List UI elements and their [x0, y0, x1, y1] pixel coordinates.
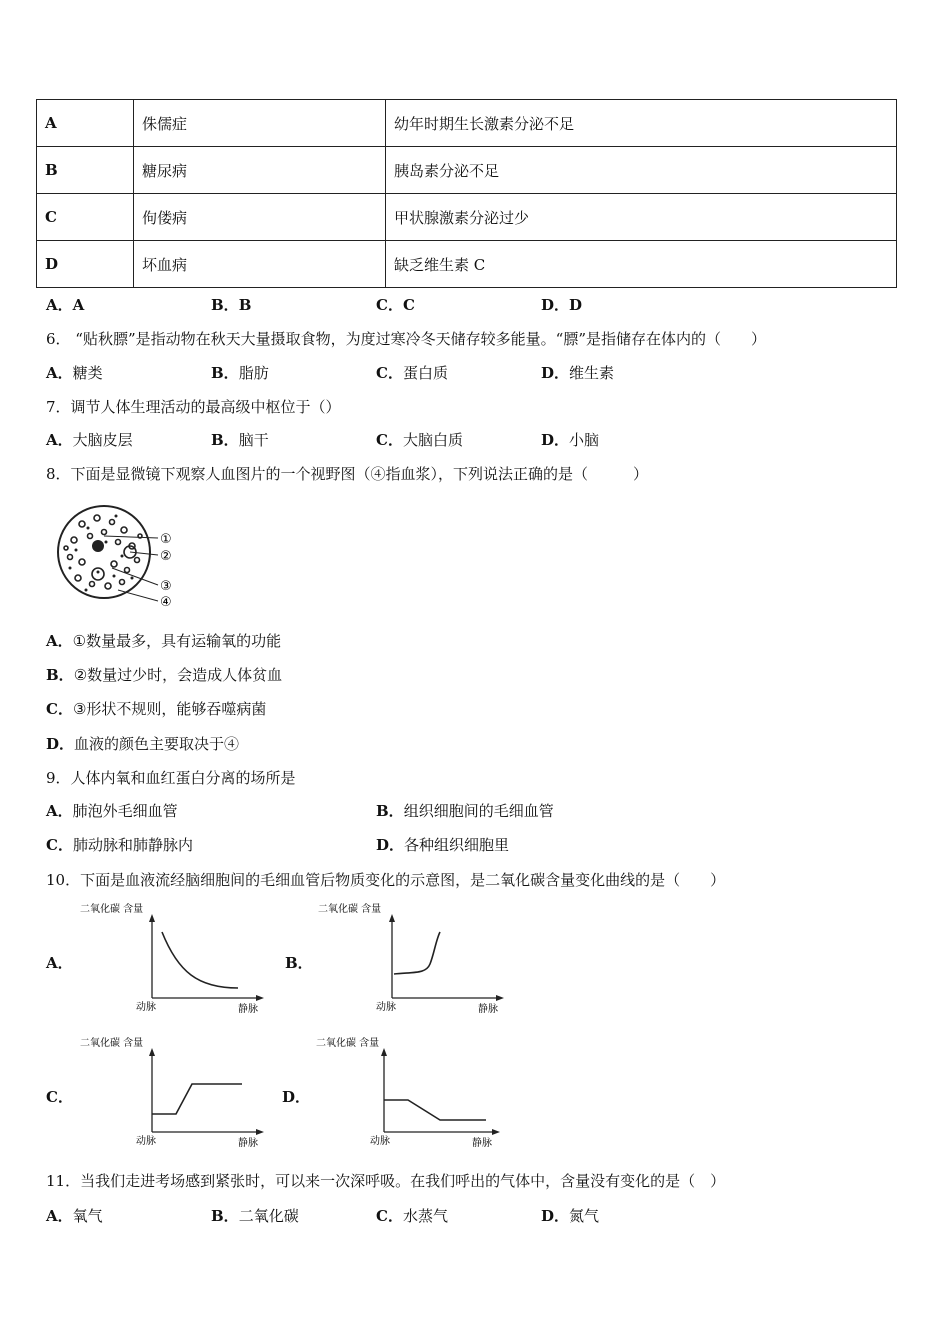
graph-title: 二氧化碳 含量 [318, 904, 382, 915]
option-d: D．血液的颜色主要取决于④ [46, 735, 240, 753]
option-c: C．水蒸气 [376, 1207, 448, 1225]
curve-line [152, 1084, 242, 1114]
option-c: C．蛋白质 [376, 364, 448, 382]
option-c: C．大脑白质 [376, 431, 463, 449]
curve-line [394, 932, 440, 974]
option-a: A．大脑皮层 [46, 431, 133, 449]
option-d: D．维生素 [541, 364, 615, 382]
table-row [37, 241, 897, 288]
option-d: D．氮气 [541, 1207, 600, 1225]
option-c-key: C． [46, 1088, 73, 1106]
table-cell-cause: 胰岛素分泌不足 [386, 147, 897, 194]
option-a: A．糖类 [46, 364, 103, 382]
table-cell-cause: 缺乏维生素 C [386, 241, 897, 288]
curve-line [384, 1100, 486, 1120]
table-cell-letter: B [37, 147, 134, 194]
table-cell-disease: 糖尿病 [134, 147, 386, 194]
x-start-label: 动脉 [136, 1136, 156, 1147]
white-blood-cell [92, 540, 104, 552]
x-start-label: 动脉 [136, 1002, 156, 1013]
option-a: A．肺泡外毛细血管 [46, 802, 178, 820]
x-start-label: 动脉 [376, 1002, 396, 1013]
table-cell-disease: 坏血病 [134, 241, 386, 288]
x-axis-arrow [496, 995, 504, 1001]
option-b: B．脂肪 [211, 364, 269, 382]
x-end-label: 静脉 [472, 1138, 492, 1148]
x-end-label: 静脉 [478, 1004, 498, 1014]
table-cell-disease: 佝偻病 [134, 194, 386, 241]
table-cell-cause: 幼年时期生长激素分泌不足 [386, 100, 897, 147]
q11-stem: 11．当我们走进考场感到紧张时，可以来一次深呼吸。在我们呼出的气体中，含量没有变化的是（ ） [46, 1172, 726, 1190]
table-cell-letter: C [37, 194, 134, 241]
option-b: B．②数量过少时，会造成人体贫血 [46, 666, 283, 684]
option-b: B．B [211, 296, 252, 314]
table-row [37, 147, 897, 194]
option-a: A．①数量最多，具有运输氧的功能 [46, 632, 282, 650]
q6-stem: 6． “贴秋膘”是指动物在秋天大量摄取食物，为度过寒冷冬天储存较多能量。“膘”是指储存在体内的（ ） [46, 330, 766, 348]
graph-c [78, 1036, 268, 1148]
graph-b [318, 902, 508, 1014]
table-cell-disease: 侏儒症 [134, 100, 386, 147]
x-axis-arrow [492, 1129, 500, 1135]
option-c: C．肺动脉和肺静脉内 [46, 836, 193, 854]
blood-smear-figure [52, 502, 182, 614]
x-start-label: 动脉 [370, 1136, 390, 1147]
x-end-label: 静脉 [238, 1004, 258, 1014]
option-d: D．各种组织细胞里 [376, 836, 510, 854]
y-axis-arrow [381, 1048, 387, 1056]
graph-title: 二氧化碳 含量 [316, 1038, 380, 1049]
graph-a [78, 902, 268, 1014]
option-b: B．脑干 [211, 431, 269, 449]
x-axis-arrow [256, 995, 264, 1001]
curve-line [162, 932, 238, 988]
option-c: C．C [376, 296, 415, 314]
table-cell-cause: 甲状腺激素分泌过少 [386, 194, 897, 241]
option-b-key: B． [285, 954, 313, 972]
table-cell-letter: A [37, 100, 134, 147]
graph-title: 二氧化碳 含量 [80, 1038, 144, 1049]
y-axis-arrow [389, 914, 395, 922]
graph-title: 二氧化碳 含量 [80, 904, 144, 915]
hormone-disease-table [36, 99, 897, 288]
table-cell-letter: D [37, 241, 134, 288]
label-1: ① [160, 532, 172, 547]
q9-stem: 9．人体内氧和血红蛋白分离的场所是 [46, 769, 296, 787]
option-b: B．二氧化碳 [211, 1207, 299, 1225]
option-a: A．氧气 [46, 1207, 103, 1225]
y-axis-arrow [149, 1048, 155, 1056]
option-a-key: A． [46, 954, 73, 972]
x-axis-arrow [256, 1129, 264, 1135]
option-d: D．小脑 [541, 431, 600, 449]
option-b: B．组织细胞间的毛细血管 [376, 802, 554, 820]
x-end-label: 静脉 [238, 1138, 258, 1148]
q10-stem: 10．下面是血液流经脑细胞间的毛细血管后物质变化的示意图，是二氧化碳含量变化曲线的是（ ） [46, 871, 726, 889]
q8-stem: 8．下面是显微镜下观察人血图片的一个视野图（④指血浆），下列说法正确的是（ ） [46, 465, 649, 483]
q7-stem: 7．调节人体生理活动的最高级中枢位于（） [46, 398, 341, 416]
option-c: C．③形状不规则，能够吞噬病菌 [46, 700, 267, 718]
label-2: ② [160, 549, 172, 564]
label-4: ④ [160, 595, 172, 610]
graph-d [314, 1036, 504, 1148]
option-a: A．A [46, 296, 85, 314]
option-d-key: D． [282, 1088, 311, 1106]
table-row [37, 194, 897, 241]
table-row [37, 100, 897, 147]
label-3: ③ [160, 579, 172, 594]
y-axis-arrow [149, 914, 155, 922]
option-d: D．D [541, 296, 583, 314]
